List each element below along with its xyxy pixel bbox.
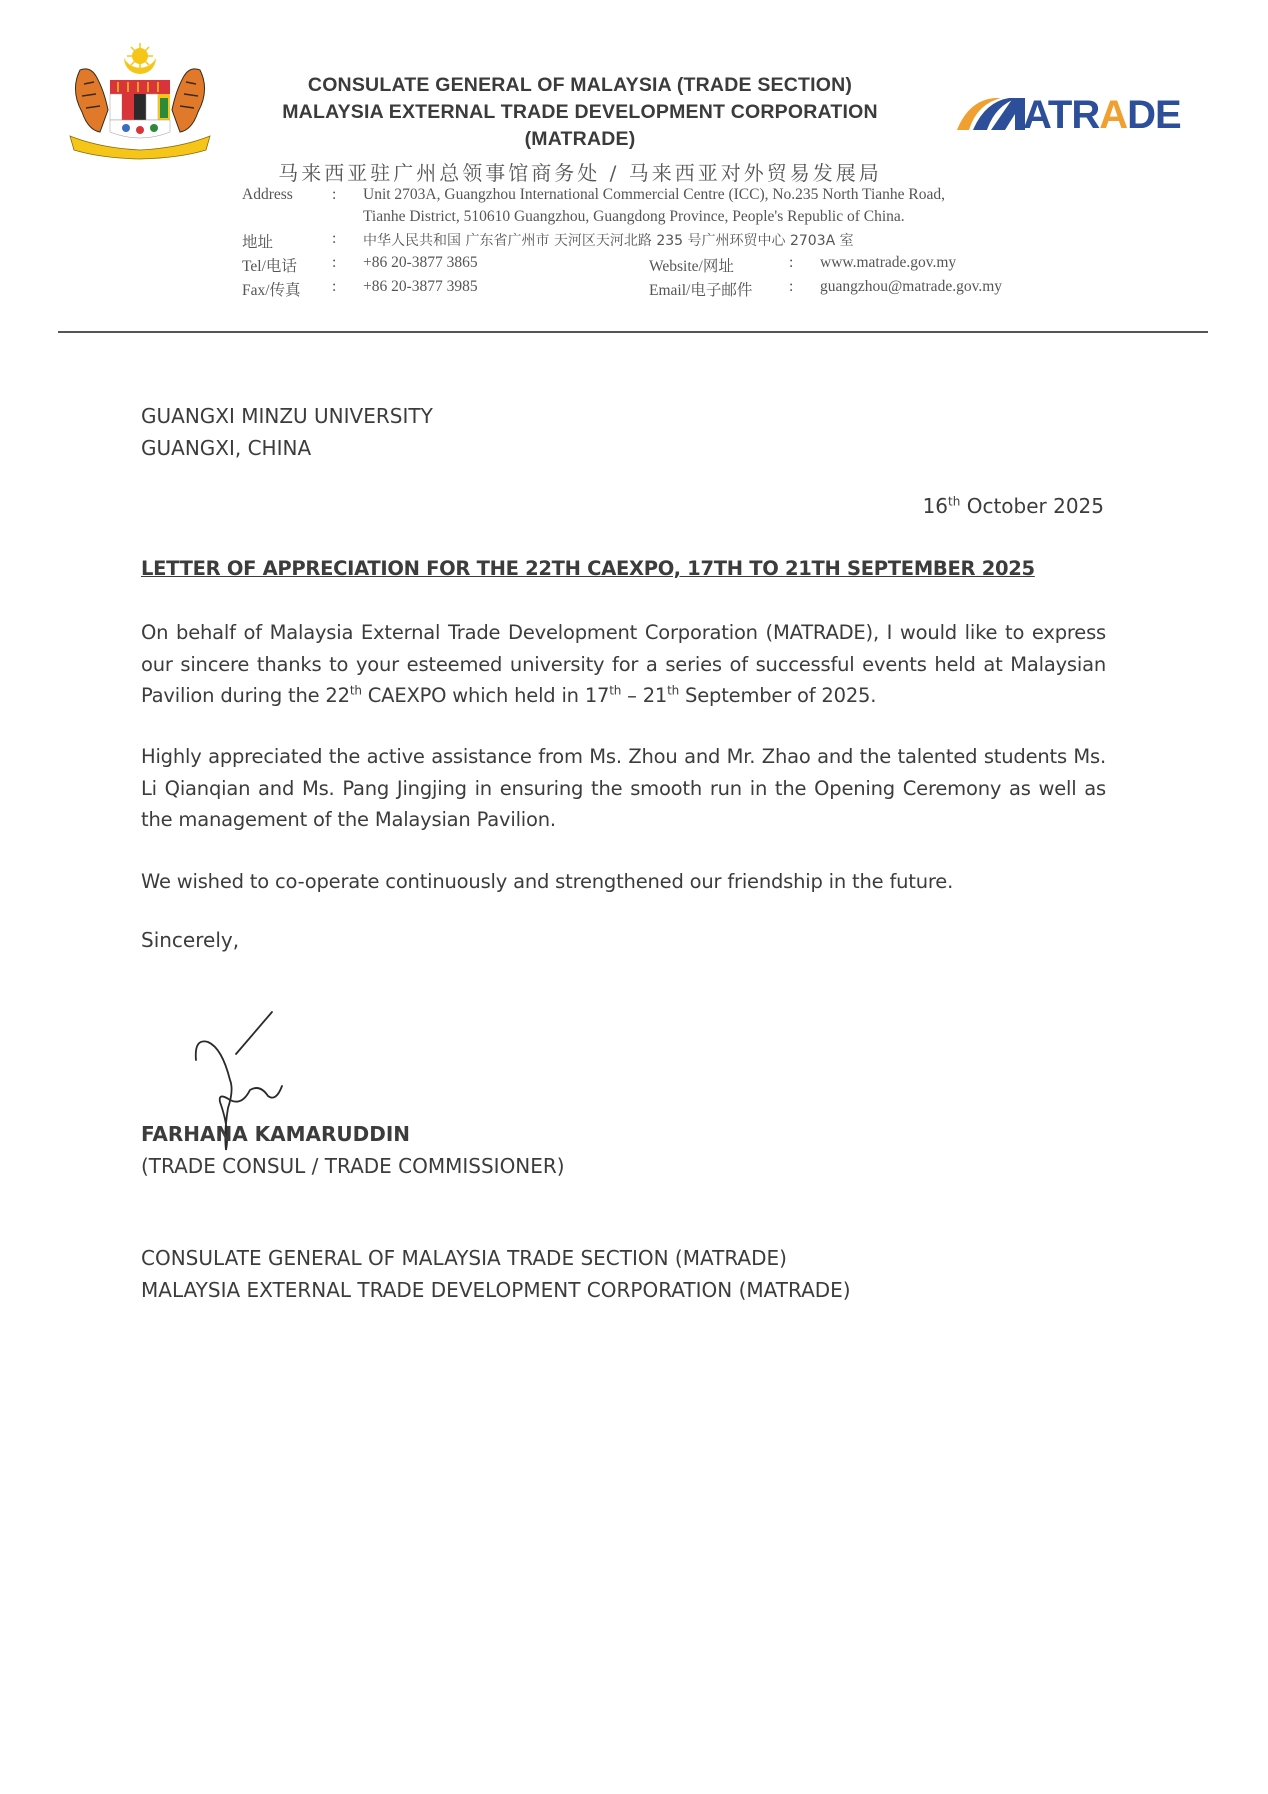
recipient-block — [141, 400, 433, 464]
letterhead-org — [240, 72, 920, 186]
coat-of-arms-icon — [60, 40, 220, 160]
email-link[interactable]: guangzhou@matrade.gov.my — [820, 278, 1002, 295]
signer-name: FARHANA KAMARUDDIN — [141, 1122, 411, 1146]
matrade-logo — [955, 92, 1195, 142]
letter-page: CONSULATE GENERAL OF MALAYSIA (TRADE SECTION) MALAYSIA EXTERNAL TRADE DEVELOPMENT CORPORATION (MATRADE) 马来西亚驻广州总领事馆商务处 / 马来西亚对外贸易发展局 ATRADE Address : Unit 2703A, Guangzhou International Commercial Centre (ICC), No.235 North Tianhe Road, Tianhe District, 510610 Guangzhou, Guangdong Province, People's Republic of China. 地址 : 中华人民共和国 广东省广州市 天河区天河北路 235 号广州环贸中心 2703A 室 Tel/电话 : +86 20-3877 3865 Website/网址 : www.matrade.gov.my Fax/传真 : +86 20-3877 3985 Email/电子邮件 : guangzhou@matrade.gov.my GUANGXI MINZU UNIVERSITY GUANGXI, CHINA 16th October 2025 LETTER OF APPRECIATION FOR THE 22TH CAEXPO, 17TH TO 21TH SEPTEMBER 2025 On behalf of Malaysia External Trade Development Corporation (MATRADE), I would like to express our sincere thanks to your esteemed university for a series of successful events held at Malaysian Pavilion during the 22th CAEXPO which held in 17th – 21th September of 2025. Highly appreciated the active assistance from Ms. Zhou and Mr. Zhao and the talented students Ms. Li Qianqian and Ms. Pang Jingjing in ensuring the smooth run in the Opening Ceremony as well as the management of the Malaysian Pavilion. We wished to co-operate continuously and strengthened our friendship in the future. Sincerely, FARHANA KAMARUDDIN (TRADE CONSUL / TRADE COMMISSIONER) CONSULATE GENERAL OF MALAYSIA TRADE SECTION (MATRADE) MALAYSIA EXTERNAL TRADE DEVELOPMENT CORPORATION (MATRADE) — [0, 0, 1268, 1794]
tel-value: +86 20-3877 3865 — [363, 254, 478, 271]
tel-label: Tel/电话 — [242, 258, 297, 275]
letterhead-divider — [58, 331, 1208, 333]
footer-org-line-2: MALAYSIA EXTERNAL TRADE DEVELOPMENT CORPORATION (MATRADE) — [141, 1278, 851, 1302]
footer-organisation — [141, 1242, 851, 1306]
address-cn-label: 地址 — [242, 234, 274, 251]
letter-subject: LETTER OF APPRECIATION FOR THE 22TH CAEXPO, 17TH TO 21TH SEPTEMBER 2025 — [141, 557, 1035, 580]
address-label: Address — [242, 186, 293, 203]
org-name-chinese: 马来西亚驻广州总领事馆商务处 / 马来西亚对外贸易发展局 — [278, 161, 882, 185]
address-line-1: Unit 2703A, Guangzhou International Commercial Centre (ICC), No.235 North Tianhe Road, — [363, 186, 946, 203]
address-line-2: Tianhe District, 510610 Guangzhou, Guangdong Province, People's Republic of China. — [363, 208, 905, 225]
address-cn: 中华人民共和国 广东省广州市 天河区天河北路 235 号广州环贸中心 2703A 室 — [363, 233, 854, 249]
website-label: Website/网址 — [649, 258, 734, 275]
paragraph-2: Highly appreciated the active assistance from Ms. Zhou and Mr. Zhao and the talented students Ms. Li Qianqian and Ms. Pang Jingjing in ensuring the smooth run in the Opening Ceremony as well as the management of the Malaysian Pavilion. — [141, 745, 1106, 831]
matrade-wordmark: ATRADE — [1023, 93, 1181, 137]
org-name-line-1: CONSULATE GENERAL OF MALAYSIA (TRADE SECTION) — [307, 74, 853, 96]
footer-org-line-1: CONSULATE GENERAL OF MALAYSIA TRADE SECTION (MATRADE) — [141, 1246, 787, 1270]
closing: Sincerely, — [141, 928, 240, 952]
signer-block — [141, 1118, 565, 1182]
recipient-line-2: GUANGXI, CHINA — [141, 436, 312, 460]
paragraph-3: We wished to co-operate continuously and strengthened our friendship in the future. — [141, 870, 954, 893]
org-name-line-3: (MATRADE) — [524, 128, 636, 150]
letter-date: 16th October 2025 — [922, 494, 1104, 518]
email-label: Email/电子邮件 — [649, 282, 753, 299]
website-link[interactable]: www.matrade.gov.my — [820, 254, 957, 271]
org-name-line-2: MALAYSIA EXTERNAL TRADE DEVELOPMENT CORPORATION — [282, 101, 878, 123]
fax-label: Fax/传真 — [242, 282, 301, 299]
fax-value: +86 20-3877 3985 — [363, 278, 478, 295]
paragraph-1: On behalf of Malaysia External Trade Development Corporation (MATRADE), I would like to express our sincere thanks to your esteemed university for a series of successful events held at Malaysian Pavilion during the 22th CAEXPO which held in 17th – 21th September of 2025. — [141, 621, 1106, 707]
recipient-line-1: GUANGXI MINZU UNIVERSITY — [141, 404, 433, 428]
signer-title: (TRADE CONSUL / TRADE COMMISSIONER) — [141, 1154, 565, 1178]
